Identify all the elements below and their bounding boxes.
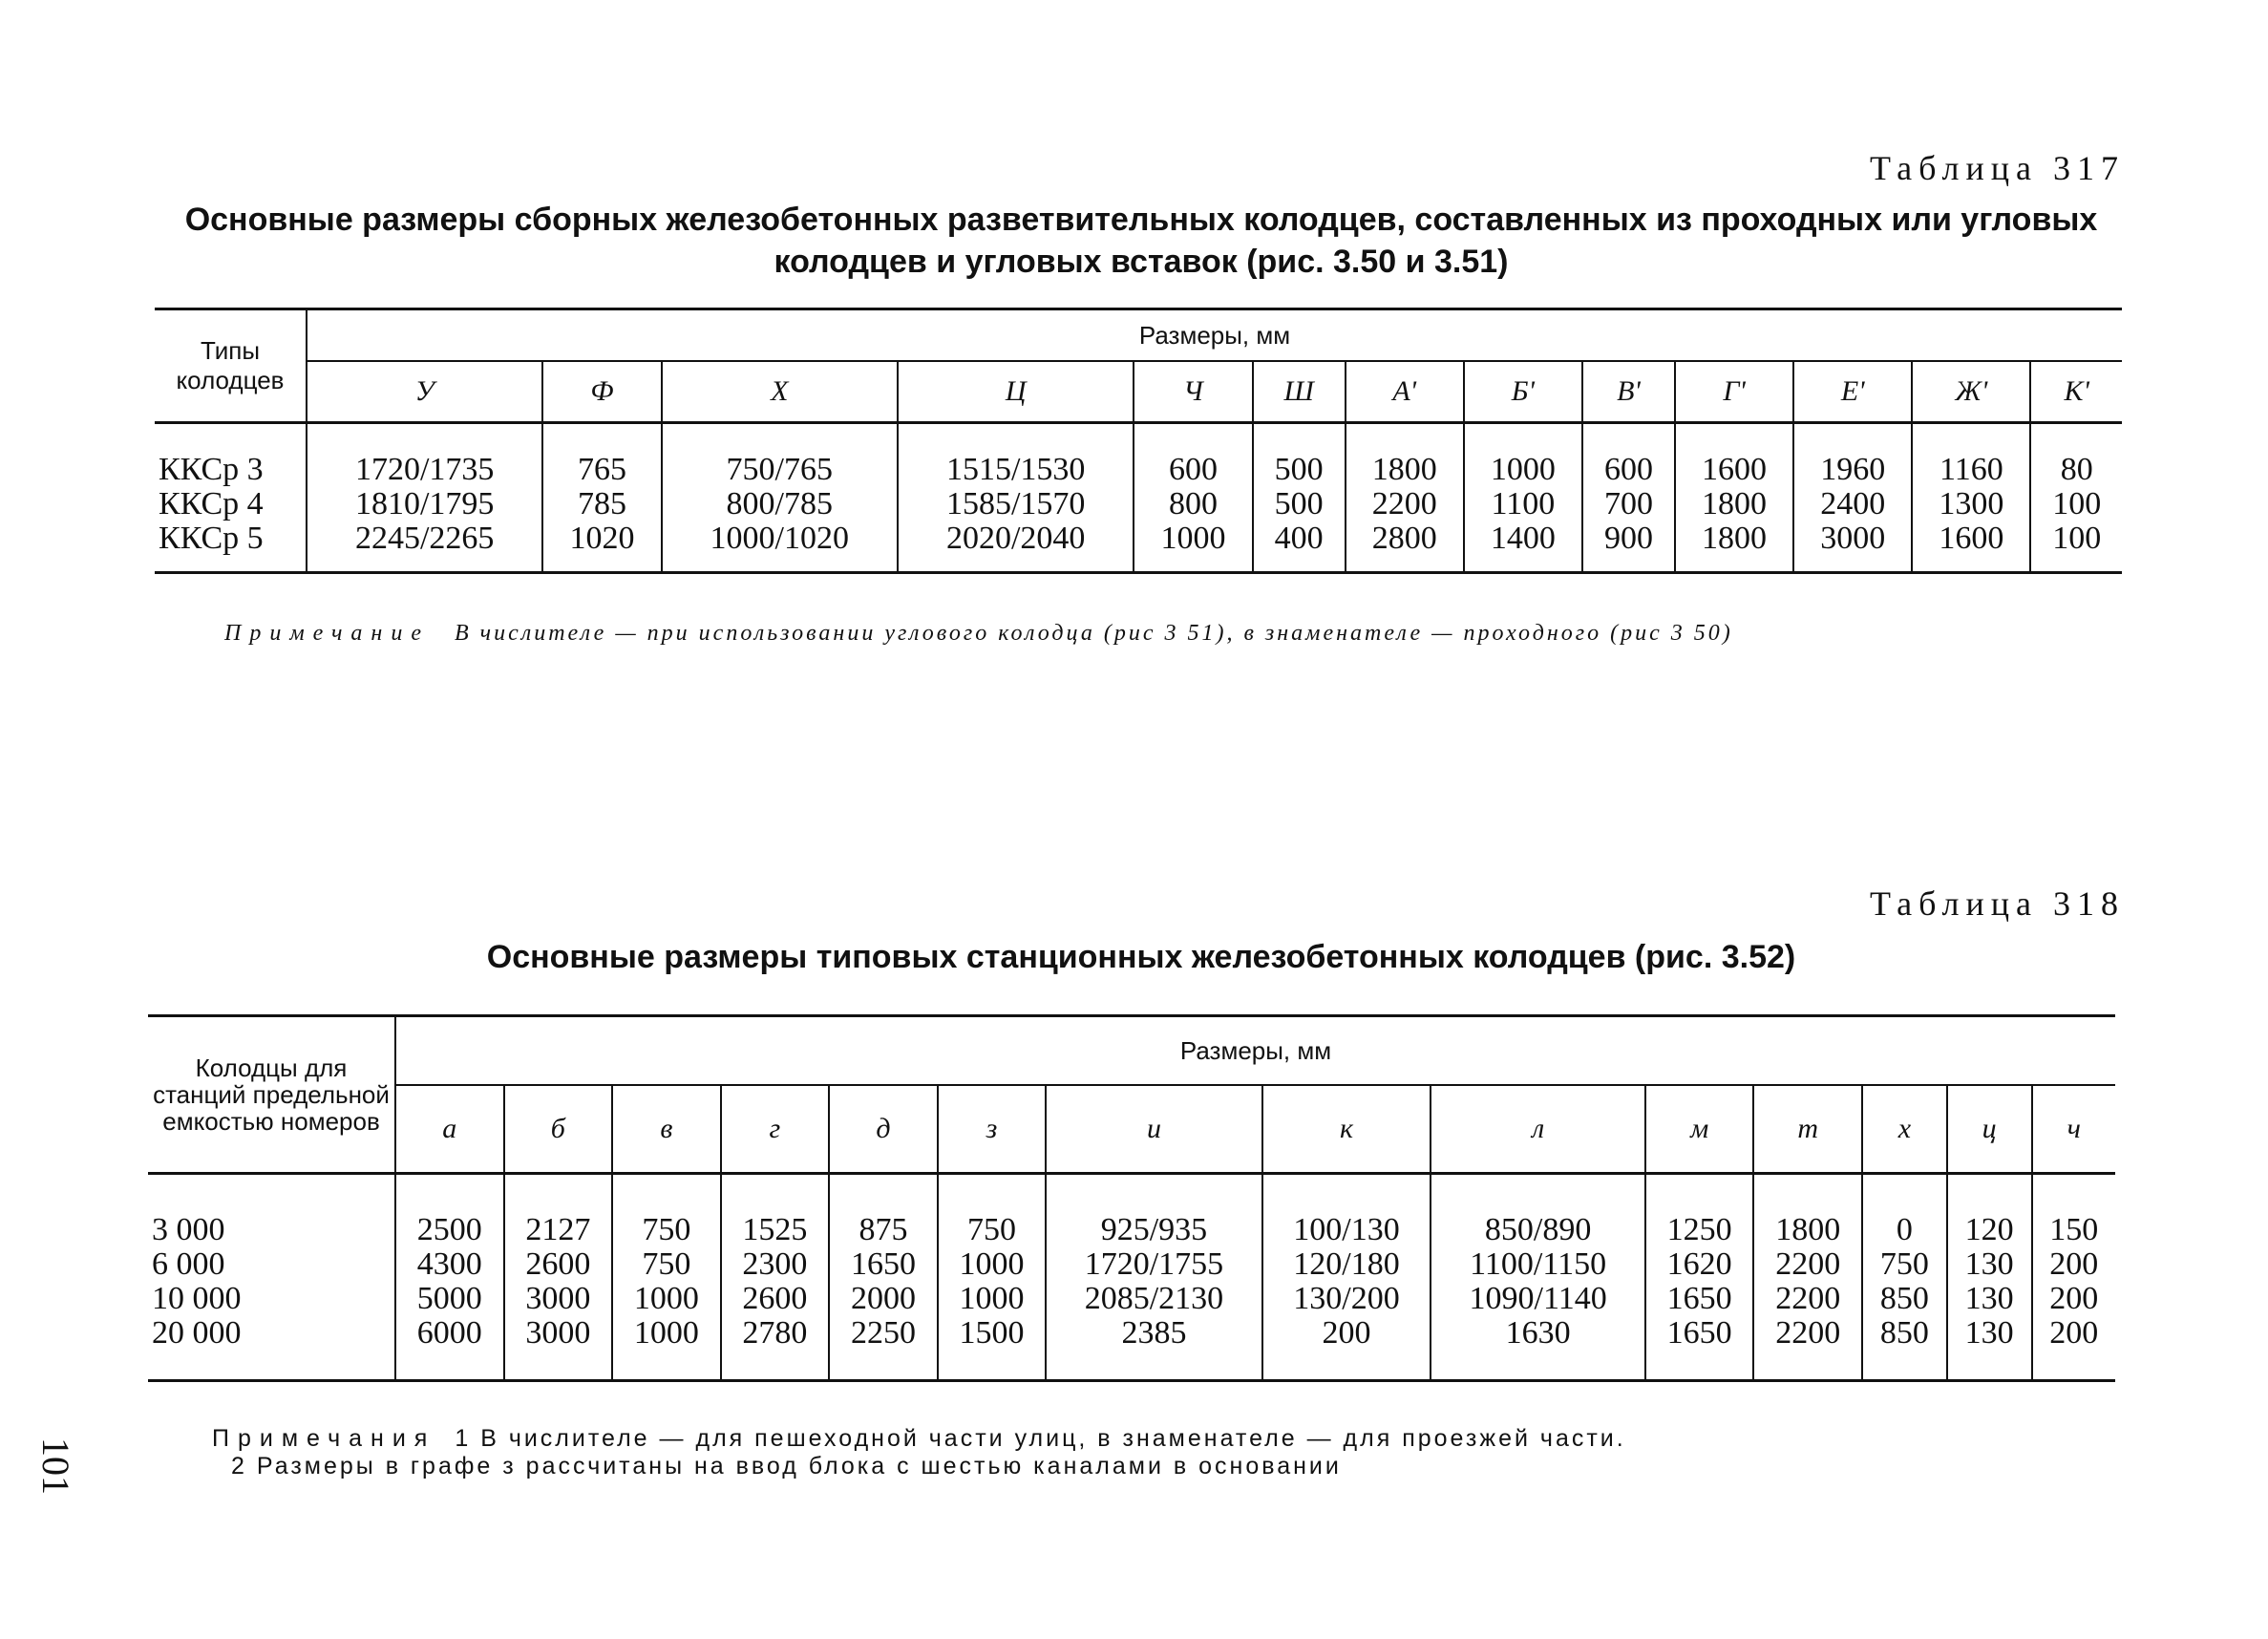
table-318-data-column: [395, 1174, 504, 1381]
table-317-row-label: ККСр 3: [159, 452, 264, 487]
table-317-column-header: В': [1582, 361, 1675, 423]
table-318-data-column: [721, 1174, 830, 1381]
table-318-cell: 1250: [1666, 1212, 1732, 1247]
table-317: [155, 308, 2122, 574]
table-317-cell: 750/765: [726, 452, 833, 487]
table-318-note-line2: 2 Размеры в графе з рассчитаны на ввод блока с шестью каналами в основании: [231, 1453, 1342, 1479]
table-317-cell: 1600: [1702, 452, 1768, 487]
table-317-column-header: Е': [1793, 361, 1912, 423]
table-317-title-line2: колодцев и угловых вставок (рис. 3.50 и 3.51): [774, 244, 1509, 280]
table-317-note: [224, 621, 1733, 647]
table-317-cell: 1400: [1490, 521, 1556, 556]
table-318-column-header: з: [938, 1085, 1047, 1174]
table-318-cell: 1000: [633, 1281, 699, 1316]
table-318-cell: 120/180: [1293, 1246, 1400, 1282]
table-317-data-column: [1346, 423, 1464, 573]
table-318-data-column: [1262, 1174, 1431, 1381]
table-318-cell: 130: [1964, 1315, 2014, 1351]
table-318-cell: 1620: [1666, 1246, 1732, 1282]
table-318-cell: 1650: [1666, 1315, 1732, 1351]
table-318-cell: 130/200: [1293, 1281, 1400, 1316]
table-317-cell: 1585/1570: [945, 486, 1086, 522]
table-318-cell: 200: [2049, 1315, 2099, 1351]
table-317-column-header: Х: [662, 361, 898, 423]
table-317-column-header: У: [307, 361, 542, 423]
table-318-cell: 1650: [850, 1246, 916, 1282]
table-317-data-column: [542, 423, 661, 573]
table-318-column-header: г: [721, 1085, 830, 1174]
table-318-data-column: [1753, 1174, 1862, 1381]
table-318-label: Таблица 318: [1870, 884, 2125, 923]
table-317-cell: 1800: [1371, 452, 1437, 487]
table-318-cell: 100/130: [1293, 1212, 1400, 1247]
table-318-cell: 1525: [742, 1212, 808, 1247]
table-318-data-column: [1645, 1174, 1754, 1381]
table-318-cell: 200: [2049, 1281, 2099, 1316]
table-318-cell: 1630: [1505, 1315, 1571, 1351]
table-317-data-column: [1253, 423, 1346, 573]
table-317-column-header: Г': [1675, 361, 1793, 423]
table-318-cell: 3000: [525, 1315, 591, 1351]
table-318-data-column: [938, 1174, 1047, 1381]
table-317-cell: 1800: [1702, 521, 1768, 556]
table-318-cell: 120: [1964, 1212, 2014, 1247]
table-317-cell: 800/785: [726, 486, 833, 522]
table-318-cell: 200: [1322, 1315, 1371, 1351]
table-318-cell: 1000: [959, 1246, 1025, 1282]
table-317-note-text: В числителе — при использовании углового колодца (рис 3 51), в знаменателе — проходного (рис 3 50): [455, 621, 1733, 646]
table-317-cell: 1000: [1490, 452, 1556, 487]
table-318-cell: 5000: [416, 1281, 482, 1316]
table-317-cell: 1160: [1939, 452, 2003, 487]
table-317-column-header: А': [1346, 361, 1464, 423]
table-317-column-header: Ш: [1253, 361, 1346, 423]
table-317-row-label: ККСр 4: [159, 486, 264, 522]
table-317-title-line1: Основные размеры сборных железобетонных разветвительных колодцев, составленных из проходных или угловых: [184, 202, 2098, 238]
table-318-row-header: Колодцы для станций предельной емкостью номеров: [148, 1016, 395, 1174]
table-318-group-header: Размеры, мм: [395, 1016, 2115, 1086]
table-318-cell: 1500: [959, 1315, 1025, 1351]
table-318-cell: 130: [1964, 1246, 2014, 1282]
table-317-cell: 80: [2060, 452, 2093, 487]
table-317-cell: 2245/2265: [354, 521, 495, 556]
table-318-column-header: а: [395, 1085, 504, 1174]
table-318-cell: 0: [1896, 1212, 1913, 1247]
table-318-cell: 850: [1879, 1281, 1929, 1316]
table-318-cell: 750: [1879, 1246, 1929, 1282]
table-317-cell: 1600: [1939, 521, 2004, 556]
table-318-cell: 3000: [525, 1281, 591, 1316]
table-317-note-label: Примечание: [224, 621, 430, 646]
table-317-group-header: Размеры, мм: [307, 309, 2122, 362]
table-317-cell: 500: [1274, 452, 1324, 487]
table-317-row-header: Типы колодцев: [155, 309, 307, 423]
table-318-cell: 925/935: [1100, 1212, 1208, 1247]
table-317-cell: 1960: [1820, 452, 1886, 487]
table-318-column-header: и: [1046, 1085, 1261, 1174]
table-317-cell: 100: [2052, 486, 2102, 522]
table-318-cell: 750: [642, 1212, 691, 1247]
table-318-cell: 1000: [959, 1281, 1025, 1316]
table-318-cell: 1090/1140: [1469, 1281, 1607, 1316]
table-318-column-header: ч: [2032, 1085, 2115, 1174]
table-317-cell: 2800: [1371, 521, 1437, 556]
table-318-cell: 750: [642, 1246, 691, 1282]
table-318-column-header: м: [1645, 1085, 1754, 1174]
table-318-data-column: [1947, 1174, 2032, 1381]
table-317-data-column: [1675, 423, 1793, 573]
table-318-column-header: т: [1753, 1085, 1862, 1174]
page-number: 101: [34, 1437, 77, 1495]
table-318-cell: 2127: [525, 1212, 591, 1247]
table-318-cell: 850: [1879, 1315, 1929, 1351]
table-318-cell: 2780: [742, 1315, 808, 1351]
table-318-cell: 2000: [850, 1281, 916, 1316]
table-318-cell: 4300: [416, 1246, 482, 1282]
table-318-cell: 2085/2130: [1084, 1281, 1224, 1316]
table-317-label: Таблица 317: [1870, 149, 2125, 187]
table-318-row-label: 6 000: [152, 1246, 225, 1282]
table-317-cell: 1300: [1939, 486, 2004, 522]
table-318-column-header: б: [504, 1085, 613, 1174]
table-317-cell: 700: [1603, 486, 1653, 522]
table-317-row-label-column: [155, 423, 307, 573]
table-318-data-column: [829, 1174, 938, 1381]
table-318-column-header: ц: [1947, 1085, 2032, 1174]
table-317-cell: 2020/2040: [945, 521, 1086, 556]
table-317-cell: 765: [577, 452, 626, 487]
table-317-cell: 1000: [1160, 521, 1226, 556]
table-318-cell: 1720/1755: [1084, 1246, 1224, 1282]
table-317-column-header: К': [2030, 361, 2122, 423]
table-317-cell: 2200: [1371, 486, 1437, 522]
table-318-column-header: в: [612, 1085, 721, 1174]
table-317-column-header: Ч: [1134, 361, 1252, 423]
table-318-cell: 850/890: [1484, 1212, 1592, 1247]
table-317-column-header: Б': [1464, 361, 1582, 423]
table-318-note-line1: 1 В числителе — для пешеходной части улиц, в знаменателе — для проезжей части.: [455, 1425, 1626, 1452]
table-317-cell: 100: [2052, 521, 2102, 556]
table-318-cell: 130: [1964, 1281, 2014, 1316]
table-317-data-column: [1793, 423, 1912, 573]
table-318-data-column: [1046, 1174, 1261, 1381]
table-317-cell: 1100: [1491, 486, 1556, 522]
table-318-cell: 2500: [416, 1212, 482, 1247]
table-318-data-column: [504, 1174, 613, 1381]
table-318-cell: 2600: [742, 1281, 808, 1316]
table-317-cell: 2400: [1820, 486, 1886, 522]
table-318-row-label: 20 000: [152, 1315, 242, 1351]
table-318-notes: [212, 1425, 1626, 1480]
table-317-data-column: [2030, 423, 2122, 573]
table-317-title: [153, 199, 2130, 283]
table-317-cell: 600: [1603, 452, 1653, 487]
table-318-title: Основные размеры типовых станционных железобетонных колодцев (рис. 3.52): [486, 939, 1796, 975]
table-318-data-column: [1862, 1174, 1947, 1381]
table-318-cell: 150: [2049, 1212, 2099, 1247]
table-318-cell: 1100/1150: [1470, 1246, 1607, 1282]
table-317-column-header: Ц: [898, 361, 1134, 423]
table-318-cell: 2300: [742, 1246, 808, 1282]
table-317-data-column: [1912, 423, 2030, 573]
table-317-cell: 3000: [1820, 521, 1886, 556]
table-318-cell: 2385: [1121, 1315, 1187, 1351]
table-317-cell: 900: [1603, 521, 1653, 556]
table-318-cell: 750: [967, 1212, 1016, 1247]
table-317-cell: 1800: [1702, 486, 1768, 522]
table-318-cell: 1800: [1775, 1212, 1841, 1247]
table-318: [148, 1014, 2115, 1382]
table-318-row-label: 3 000: [152, 1212, 225, 1247]
table-317-data-column: [662, 423, 898, 573]
table-318-cell: 875: [858, 1212, 908, 1247]
table-318-column-header: д: [829, 1085, 938, 1174]
table-318-cell: 6000: [416, 1315, 482, 1351]
table-318-cell: 2200: [1775, 1315, 1841, 1351]
table-317-cell: 400: [1274, 521, 1324, 556]
table-317-column-header: Ф: [542, 361, 661, 423]
table-318-cell: 2600: [525, 1246, 591, 1282]
table-318-column-header: х: [1862, 1085, 1947, 1174]
table-318-column-header: л: [1431, 1085, 1644, 1174]
table-317-data-column: [1134, 423, 1252, 573]
table-317-cell: 1720/1735: [354, 452, 495, 487]
table-317-cell: 500: [1274, 486, 1324, 522]
table-318-cell: 2250: [850, 1315, 916, 1351]
table-318-data-column: [612, 1174, 721, 1381]
table-317-cell: 600: [1168, 452, 1218, 487]
table-317-cell: 785: [577, 486, 626, 522]
table-317-data-column: [1582, 423, 1675, 573]
table-318-cell: 2200: [1775, 1281, 1841, 1316]
table-318-note-label: Примечания: [212, 1425, 436, 1452]
table-318-row-label: 10 000: [152, 1281, 242, 1316]
table-318-row-label-column: [148, 1174, 395, 1381]
table-317-cell: 1515/1530: [945, 452, 1086, 487]
table-317-data-column: [307, 423, 542, 573]
table-317-column-header: Ж': [1912, 361, 2030, 423]
table-317-data-column: [1464, 423, 1582, 573]
table-317-cell: 1000/1020: [710, 521, 849, 556]
table-318-data-column: [1431, 1174, 1644, 1381]
table-318-column-header: к: [1262, 1085, 1431, 1174]
table-317-row-label: ККСр 5: [159, 521, 264, 556]
table-317-cell: 1810/1795: [354, 486, 495, 522]
table-318-cell: 200: [2049, 1246, 2099, 1282]
table-318-cell: 2200: [1775, 1246, 1841, 1282]
table-318-cell: 1650: [1666, 1281, 1732, 1316]
table-318-data-column: [2032, 1174, 2115, 1381]
table-317-cell: 1020: [569, 521, 635, 556]
table-317-cell: 800: [1168, 486, 1218, 522]
table-317-data-column: [898, 423, 1134, 573]
table-318-cell: 1000: [633, 1315, 699, 1351]
